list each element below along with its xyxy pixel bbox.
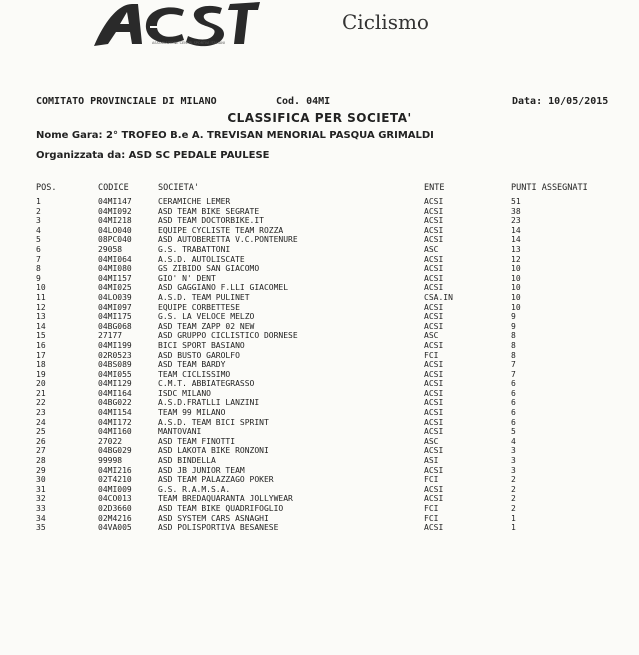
row-pos: 3 <box>36 216 41 226</box>
row-code: 04MI097 <box>98 302 132 312</box>
row-code: 02R0523 <box>98 350 132 360</box>
table-row <box>36 475 616 485</box>
row-pos: 18 <box>36 360 46 370</box>
row-points: 3 <box>511 456 516 466</box>
row-ente: ASC <box>424 331 439 341</box>
row-pos: 11 <box>36 292 46 302</box>
table-row <box>36 494 616 504</box>
table-row <box>36 197 616 207</box>
row-points: 6 <box>511 388 516 398</box>
row-code: 04MI009 <box>98 484 132 494</box>
row-code: 04BS089 <box>98 360 132 370</box>
row-ente: FCI <box>424 513 439 523</box>
row-code: 04MI160 <box>98 427 132 437</box>
row-code: 04BG029 <box>98 446 132 456</box>
row-society: ASD TEAM BIKE QUADRIFOGLIO <box>158 504 284 513</box>
row-society: ASD GAGGIANO F.LLI GIACOMEL <box>158 283 289 293</box>
row-society: TEAM 99 MILANO <box>158 408 226 418</box>
table-row <box>36 456 616 466</box>
row-pos: 2 <box>36 206 41 216</box>
row-ente: ACSI <box>424 360 444 370</box>
row-society: TEAM BREDAQUARANTA JOLLYWEAR <box>158 494 293 504</box>
row-code: 02M4216 <box>98 513 132 523</box>
row-points: 2 <box>511 494 516 504</box>
row-code: 04MI175 <box>98 312 132 322</box>
row-society: ASD TEAM PALAZZAGO POKER <box>158 475 274 485</box>
row-society: ASD TEAM FINOTTI <box>158 436 236 446</box>
row-pos: 23 <box>36 408 46 418</box>
row-ente: ACSI <box>424 283 444 293</box>
row-code: 27177 <box>98 331 123 341</box>
row-ente: ACSI <box>424 197 444 206</box>
table-row <box>36 245 616 255</box>
col-society-header: SOCIETA' <box>158 183 199 193</box>
row-points: 8 <box>511 340 516 350</box>
row-society: A.S.D.FRATLLI LANZINI <box>158 398 260 408</box>
row-points: 10 <box>511 302 521 312</box>
row-society: EQUIPE CORBETTESE <box>158 302 240 312</box>
table-row <box>36 312 616 322</box>
row-points: 3 <box>511 446 516 456</box>
row-code: 04CO013 <box>98 494 132 504</box>
table-row <box>36 341 616 351</box>
svg-text:ASSOCIAZIONE CENTRI SPORTIVI I: ASSOCIAZIONE CENTRI SPORTIVI ITALIANI <box>152 41 225 45</box>
row-society: ASD GRUPPO CICLISTICO DORNESE <box>158 331 298 341</box>
row-society: CERAMICHE LEMER <box>158 197 231 206</box>
row-pos: 7 <box>36 254 41 264</box>
row-ente: ACSI <box>424 302 444 312</box>
row-points: 9 <box>511 321 516 331</box>
row-pos: 17 <box>36 350 46 360</box>
row-ente: FCI <box>424 350 439 360</box>
row-points: 2 <box>511 504 516 513</box>
row-code: 04VA005 <box>98 523 132 533</box>
row-pos: 6 <box>36 244 41 254</box>
table-row <box>36 283 616 293</box>
row-points: 10 <box>511 273 521 283</box>
row-code: 99998 <box>98 456 123 466</box>
row-ente: ACSI <box>424 465 444 475</box>
row-ente: ACSI <box>424 264 444 274</box>
row-points: 10 <box>511 283 521 293</box>
row-points: 7 <box>511 360 516 370</box>
table-row <box>36 466 616 476</box>
row-code: 04MI157 <box>98 273 132 283</box>
row-pos: 4 <box>36 225 41 235</box>
row-ente: ACSI <box>424 254 444 264</box>
row-code: 04MI164 <box>98 388 132 398</box>
row-society: EQUIPE CYCLISTE TEAM ROZZA <box>158 225 284 235</box>
organizer: Organizzata da: ASD SC PEDALE PAULESE <box>36 150 270 161</box>
row-ente: ACSI <box>424 235 444 245</box>
row-points: 6 <box>511 408 516 418</box>
row-ente: ACSI <box>424 379 444 389</box>
row-pos: 8 <box>36 264 41 274</box>
row-code: 04MI064 <box>98 254 132 264</box>
row-code: 04LO040 <box>98 225 132 235</box>
row-ente: ACSI <box>424 321 444 331</box>
committee-code: Cod. 04MI <box>276 96 331 107</box>
row-ente: ACSI <box>424 523 444 533</box>
table-row <box>36 427 616 437</box>
row-ente: ACSI <box>424 417 444 427</box>
row-ente: ACSI <box>424 216 444 226</box>
table-row <box>36 504 616 514</box>
row-pos: 22 <box>36 398 46 408</box>
row-ente: ACSI <box>424 388 444 398</box>
row-code: 04MI199 <box>98 340 132 350</box>
table-row <box>36 207 616 217</box>
acsi-logo <box>92 0 429 52</box>
table-row <box>36 216 616 226</box>
table-row <box>36 235 616 245</box>
row-pos: 5 <box>36 235 41 245</box>
row-code: 04MI055 <box>98 369 132 379</box>
table-row <box>36 264 616 274</box>
table-row <box>36 293 616 303</box>
row-points: 10 <box>511 264 521 274</box>
col-points-header: PUNTI ASSEGNATI <box>511 183 588 193</box>
row-points: 3 <box>511 465 516 475</box>
row-society: GIO' N' DENT <box>158 273 216 283</box>
ranking-table <box>36 183 616 533</box>
row-code: 04MI216 <box>98 465 132 475</box>
row-pos: 26 <box>36 436 46 446</box>
table-row <box>36 485 616 495</box>
table-row <box>36 360 616 370</box>
row-code: 04MI147 <box>98 197 132 206</box>
row-pos: 31 <box>36 484 46 494</box>
row-points: 4 <box>511 436 516 446</box>
row-points: 13 <box>511 244 521 254</box>
row-ente: CSA.IN <box>424 292 453 302</box>
row-society: A.S.D. TEAM BICI SPRINT <box>158 417 269 427</box>
row-ente: FCI <box>424 475 439 485</box>
row-pos: 14 <box>36 321 46 331</box>
row-code: 08PC040 <box>98 235 132 245</box>
row-society: ASD BINDELLA <box>158 456 216 466</box>
row-ente: ACSI <box>424 446 444 456</box>
table-row <box>36 523 616 533</box>
row-ente: ACSI <box>424 312 444 322</box>
row-points: 6 <box>511 398 516 408</box>
row-society: ASD TEAM BARDY <box>158 360 226 370</box>
row-ente: ACSI <box>424 484 444 494</box>
row-pos: 10 <box>36 283 46 293</box>
row-society: ASD JB JUNIOR TEAM <box>158 465 245 475</box>
row-society: ASD AUTOBERETTA V.C.PONTENURE <box>158 235 298 245</box>
row-ente: ACSI <box>424 340 444 350</box>
row-points: 7 <box>511 369 516 379</box>
row-society: ASD TEAM DOCTORBIKE.IT <box>158 216 264 226</box>
row-ente: ACSI <box>424 398 444 408</box>
row-society: ISDC MILANO <box>158 388 211 398</box>
page-title: CLASSIFICA PER SOCIETA' <box>227 111 412 125</box>
table-row <box>36 255 616 265</box>
row-ente: ASC <box>424 244 439 254</box>
row-society: G.S. R.A.M.S.A. <box>158 484 231 494</box>
row-pos: 21 <box>36 388 46 398</box>
table-row <box>36 398 616 408</box>
table-row <box>36 226 616 236</box>
row-society: A.S.D. AUTOLISCATE <box>158 254 245 264</box>
row-code: 04MI025 <box>98 283 132 293</box>
row-code: 04MI092 <box>98 206 132 216</box>
col-pos-header: POS. <box>36 183 57 193</box>
row-points: 1 <box>511 523 516 533</box>
row-pos: 19 <box>36 369 46 379</box>
row-ente: ASI <box>424 456 439 466</box>
row-ente: ACSI <box>424 427 444 437</box>
row-points: 9 <box>511 312 516 322</box>
row-code: 02T4210 <box>98 475 132 485</box>
row-points: 14 <box>511 235 521 245</box>
row-points: 6 <box>511 379 516 389</box>
col-code-header: CODICE <box>98 183 129 193</box>
row-code: 04LO039 <box>98 292 132 302</box>
row-society: ASD SYSTEM CARS ASNAGHI <box>158 513 269 523</box>
row-code: 04MI129 <box>98 379 132 389</box>
row-ente: ACSI <box>424 408 444 418</box>
row-society: C.M.T. ABBIATEGRASSO <box>158 379 255 389</box>
row-code: 04MI218 <box>98 216 132 226</box>
row-points: 6 <box>511 417 516 427</box>
table-row <box>36 351 616 361</box>
row-ente: ACSI <box>424 369 444 379</box>
row-society: TEAM CICLISSIMO <box>158 369 231 379</box>
row-points: 2 <box>511 484 516 494</box>
row-pos: 28 <box>36 456 46 466</box>
race-name: Nome Gara: 2° TROFEO B.e A. TREVISAN MENORIAL PASQUA GRIMALDI <box>36 130 434 141</box>
row-society: ASD TEAM BIKE SEGRATE <box>158 206 260 216</box>
row-pos: 29 <box>36 465 46 475</box>
row-ente: ACSI <box>424 206 444 216</box>
table-row <box>36 274 616 284</box>
row-society: MANTOVANI <box>158 427 202 437</box>
row-code: 27022 <box>98 436 123 446</box>
row-society: ASD TEAM ZAPP 02 NEW <box>158 321 255 331</box>
document-date: Data: 10/05/2015 <box>512 96 609 107</box>
row-society: ASD POLISPORTIVA BESANESE <box>158 523 279 533</box>
row-society: G.S. LA VELOCE MELZO <box>158 312 255 322</box>
row-code: 04BG068 <box>98 321 132 331</box>
table-row <box>36 331 616 341</box>
col-ente-header: ENTE <box>424 183 445 193</box>
row-points: 12 <box>511 254 521 264</box>
row-society: G.S. TRABATTONI <box>158 244 231 254</box>
table-row <box>36 514 616 524</box>
row-points: 8 <box>511 350 516 360</box>
table-row <box>36 379 616 389</box>
row-code: 02D3660 <box>98 504 132 513</box>
row-pos: 32 <box>36 494 46 504</box>
table-row <box>36 446 616 456</box>
row-ente: ACSI <box>424 225 444 235</box>
row-pos: 16 <box>36 340 46 350</box>
row-points: 1 <box>511 513 516 523</box>
row-society: GS ZIBIDO SAN GIACOMO <box>158 264 260 274</box>
row-pos: 12 <box>36 302 46 312</box>
row-code: 29058 <box>98 244 123 254</box>
row-pos: 33 <box>36 504 46 513</box>
table-row <box>36 437 616 447</box>
row-pos: 15 <box>36 331 46 341</box>
row-pos: 30 <box>36 475 46 485</box>
table-row <box>36 408 616 418</box>
row-ente: ACSI <box>424 494 444 504</box>
row-points: 38 <box>511 206 521 216</box>
committee-name: COMITATO PROVINCIALE DI MILANO <box>36 96 217 107</box>
row-code: 04MI080 <box>98 264 132 274</box>
row-points: 2 <box>511 475 516 485</box>
row-code: 04MI172 <box>98 417 132 427</box>
row-ente: FCI <box>424 504 439 513</box>
row-society: ASD LAKOTA BIKE RONZONI <box>158 446 269 456</box>
row-society: BICI SPORT BASIANO <box>158 340 245 350</box>
table-row <box>36 322 616 332</box>
row-pos: 25 <box>36 427 46 437</box>
row-points: 14 <box>511 225 521 235</box>
row-pos: 1 <box>36 197 41 206</box>
row-code: 04BG022 <box>98 398 132 408</box>
row-pos: 27 <box>36 446 46 456</box>
row-society: A.S.D. TEAM PULINET <box>158 292 250 302</box>
row-pos: 34 <box>36 513 46 523</box>
row-ente: ASC <box>424 436 439 446</box>
table-row <box>36 303 616 313</box>
row-pos: 9 <box>36 273 41 283</box>
row-pos: 13 <box>36 312 46 322</box>
row-points: 51 <box>511 197 521 206</box>
row-points: 23 <box>511 216 521 226</box>
row-pos: 35 <box>36 523 46 533</box>
row-ente: ACSI <box>424 273 444 283</box>
row-society: ASD BUSTO GAROLFO <box>158 350 240 360</box>
table-row <box>36 389 616 399</box>
row-pos: 24 <box>36 417 46 427</box>
table-body <box>36 197 616 533</box>
row-points: 5 <box>511 427 516 437</box>
row-points: 10 <box>511 292 521 302</box>
table-header <box>36 183 616 197</box>
table-row <box>36 370 616 380</box>
row-code: 04MI154 <box>98 408 132 418</box>
row-pos: 20 <box>36 379 46 389</box>
table-row <box>36 418 616 428</box>
acsi-logo-icon <box>92 0 262 52</box>
logo-word: Ciclismo <box>342 10 429 34</box>
row-points: 8 <box>511 331 516 341</box>
